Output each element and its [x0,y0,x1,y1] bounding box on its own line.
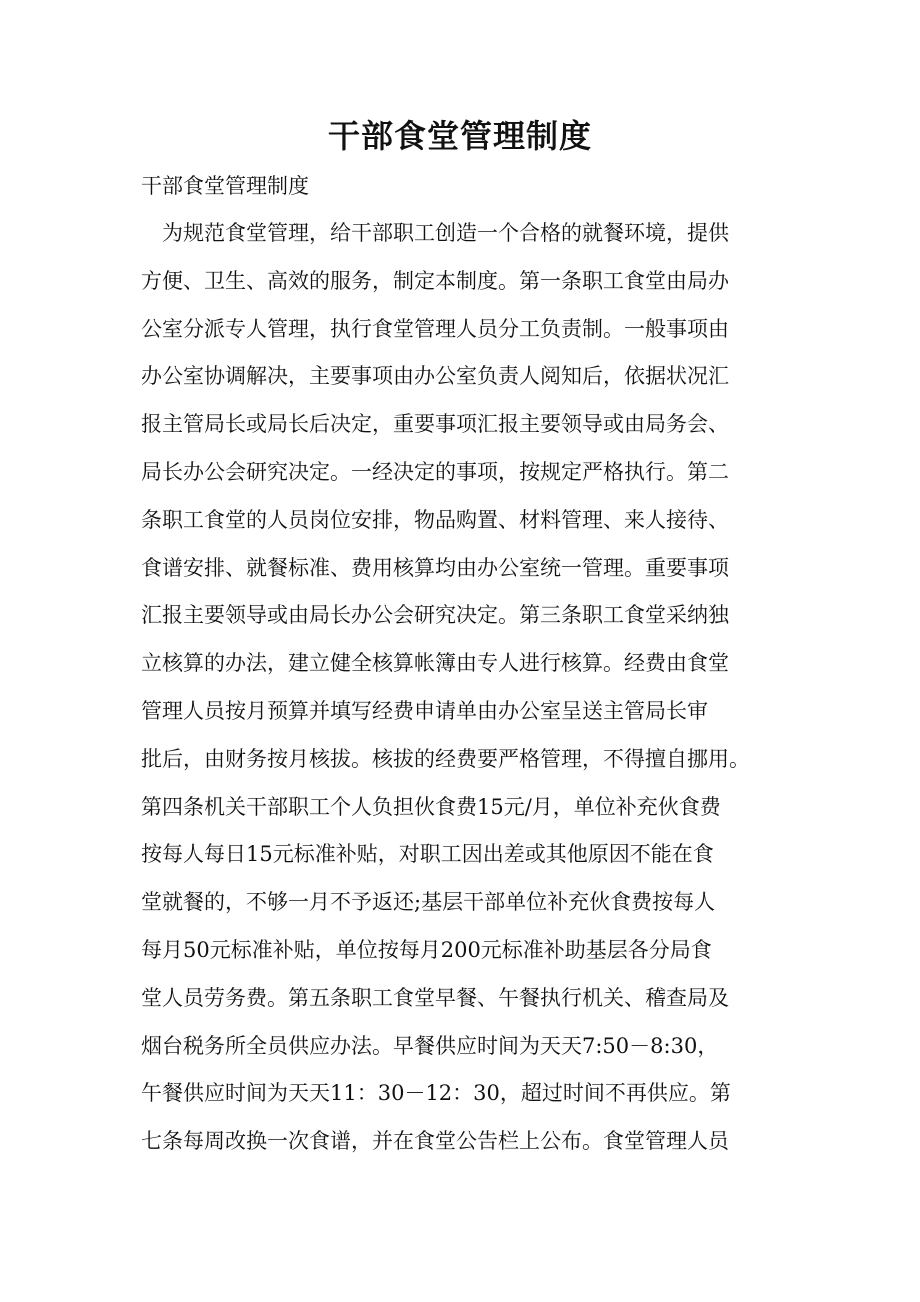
body-line-6: 局长办公会研究决定。一经决定的事项，按规定严格执行。第二 [141,459,729,484]
body-line-18: 烟台税务所全员供应办法。早餐供应时间为天天7:50－8:30， [141,1033,719,1058]
document-subtitle: 干部食堂管理制度 [141,174,309,198]
body-line-5: 报主管局长或局长后决定，重要事项汇报主要领导或由局务会、 [141,412,729,437]
body-line-10: 立核算的办法，建立健全核算帐簿由专人进行核算。经费由食堂 [141,651,729,676]
body-line-20: 七条每周改换一次食谱，并在食堂公告栏上公布。食堂管理人员 [141,1129,729,1154]
document-title: 干部食堂管理制度 [327,117,592,155]
body-line-7: 条职工食堂的人员岗位安排，物品购置、材料管理、来人接待、 [141,507,729,532]
body-line-16: 每月50元标准补贴，单位按每月200元标准补助基层各分局食 [141,937,712,962]
document-body [141,210,791,1166]
body-line-9: 汇报主要领导或由局长办公会研究决定。第三条职工食堂采纳独 [141,603,729,628]
body-line-3: 公室分派专人管理，执行食堂管理人员分工负责制。一般事项由 [141,316,729,341]
body-line-4: 办公室协调解决，主要事项由办公室负责人阅知后，依据状况汇 [141,364,729,389]
body-line-11: 管理人员按月预算并填写经费申请单由办公室呈送主管局长审 [141,698,708,723]
body-line-12: 批后，由财务按月核拔。核拔的经费要严格管理，不得擅自挪用。 [141,746,750,771]
body-line-17: 堂人员劳务费。第五条职工食堂早餐、午餐执行机关、稽查局及 [141,985,729,1010]
body-line-15: 堂就餐的，不够一月不予返还;基层干部单位补充伙食费按每人 [141,890,716,915]
body-line-1: 为规范食堂管理，给干部职工创造一个合格的就餐环境，提供 [162,221,729,245]
body-line-2: 方便、卫生、高效的服务，制定本制度。第一条职工食堂由局办 [141,268,729,293]
body-line-13: 第四条机关干部职工个人负担伙食费15元/月，单位补充伙食费 [141,794,721,819]
body-line-8: 食谱安排、就餐标准、费用核算均由办公室统一管理。重要事项 [141,555,729,580]
body-line-14: 按每人每日15元标准补贴，对职工因出差或其他原因不能在食 [141,842,714,867]
body-line-19: 午餐供应时间为天天11：30－12：30，超过时间不再供应。第 [141,1081,731,1106]
